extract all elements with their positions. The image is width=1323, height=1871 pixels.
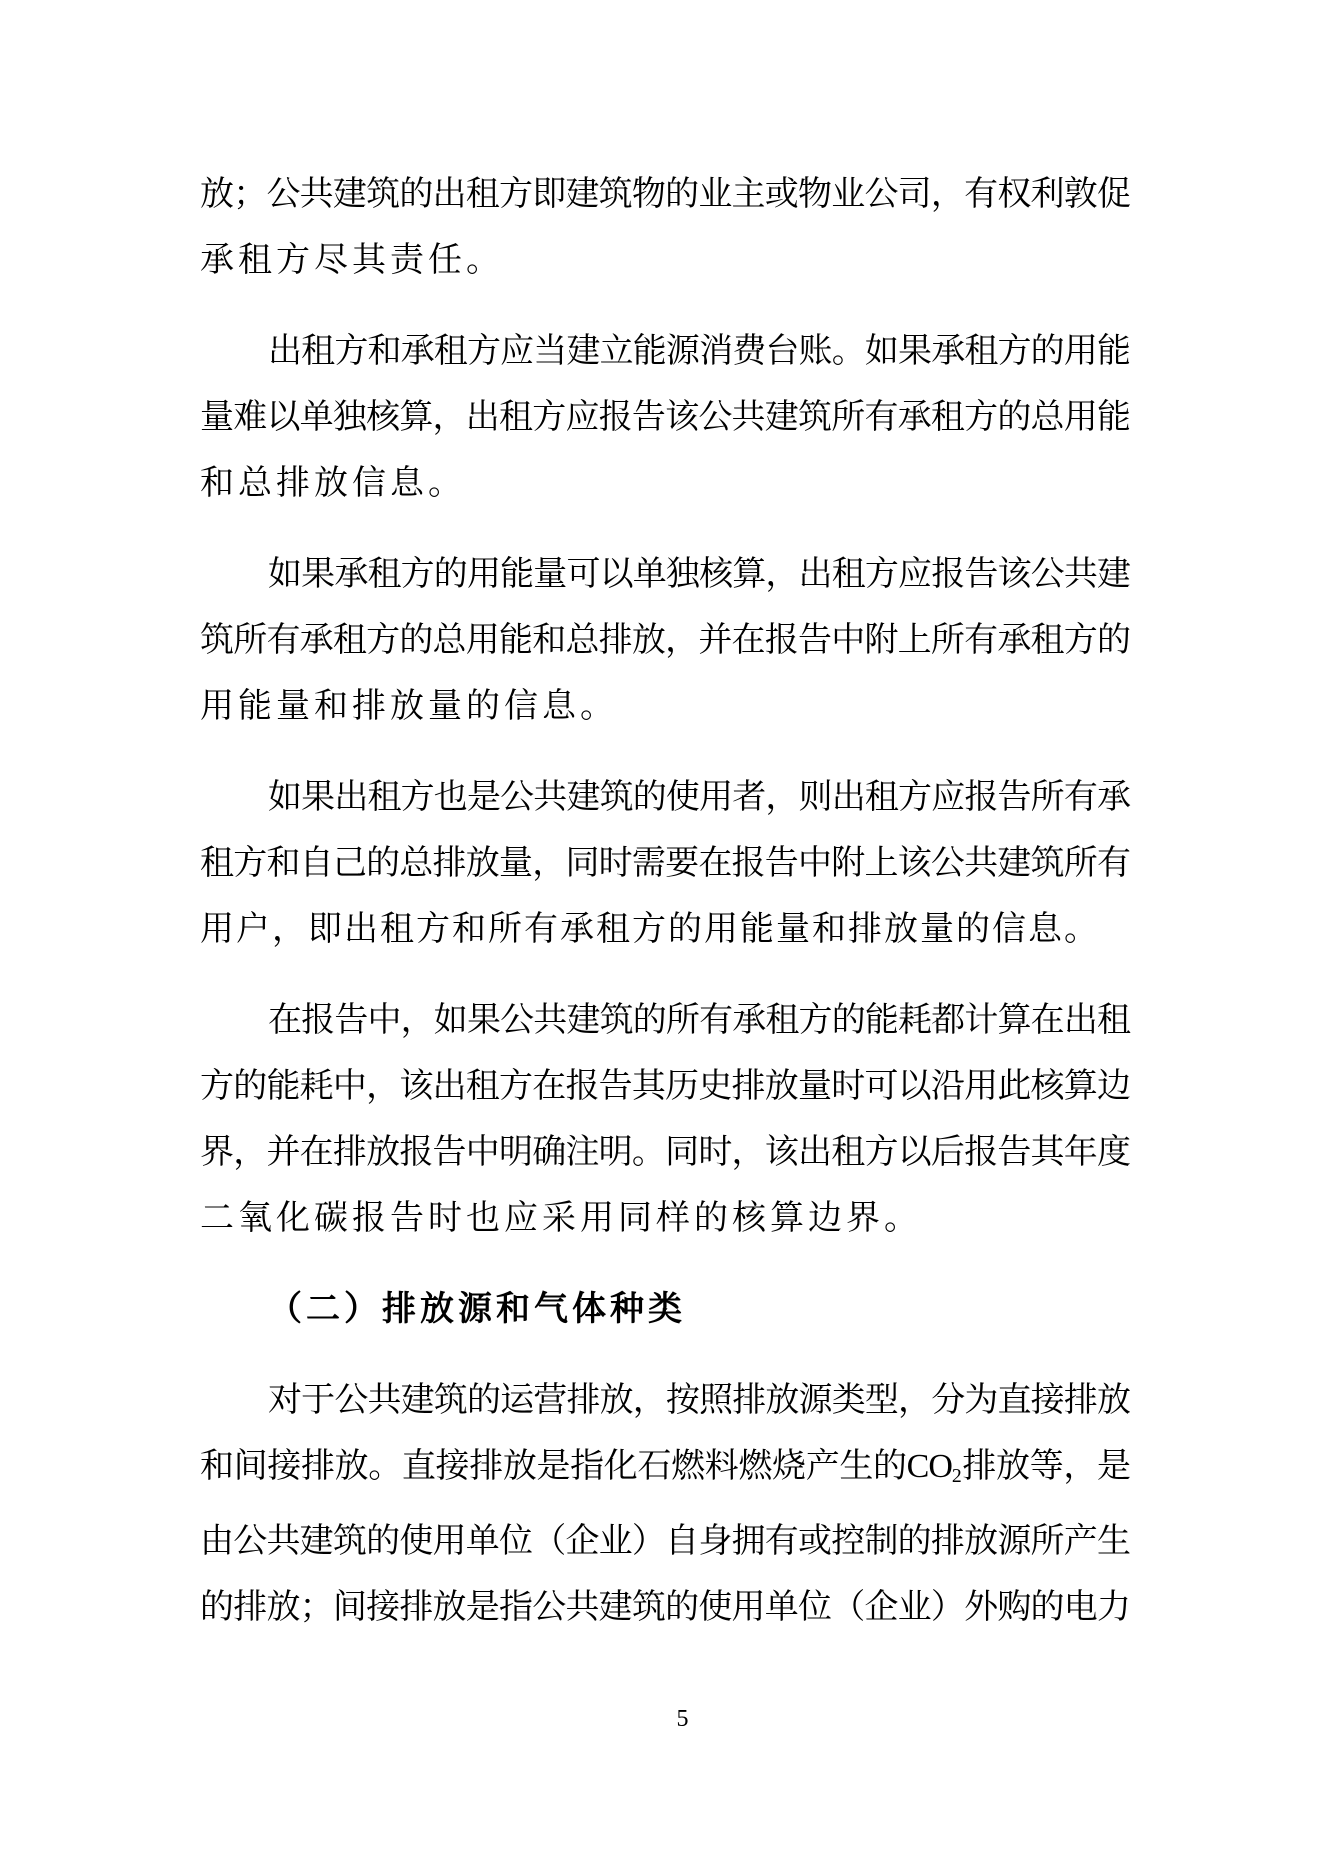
text-line: 承租方尽其责任。	[200, 242, 504, 279]
section-heading-text: （二）排放源和气体种类	[268, 1291, 686, 1328]
text-line: 租方和自己的总排放量，同时需要在报告中附上该公共建筑所有	[200, 845, 1130, 882]
text-line: 筑所有承租方的总用能和总排放，并在报告中附上所有承租方的	[200, 622, 1130, 659]
text-line: 放；公共建筑的出租方即建筑物的业主或物业公司，有权利敦促	[200, 176, 1130, 213]
text-line: 的排放；间接排放是指公共建筑的使用单位（企业）外购的电力	[200, 1588, 1130, 1626]
text-line: 用户，即出租方和所有承租方的用能量和排放量的信息。	[200, 911, 1100, 948]
paragraph	[200, 988, 1130, 1252]
text-segment: 排放等，是	[961, 1448, 1131, 1485]
text-line: 如果出租方也是公共建筑的使用者，则出租方应报告所有承	[268, 779, 1130, 816]
paragraph	[200, 765, 1130, 963]
text-line: 用能量和排放量的信息。	[200, 688, 618, 725]
section-heading	[200, 1277, 1130, 1343]
text-line: 对于公共建筑的运营排放，按照排放源类型，分为直接排放	[268, 1382, 1130, 1419]
page-number: 5	[676, 1706, 689, 1732]
text-line: 出租方和承租方应当建立能源消费台账。如果承租方的用能	[268, 333, 1130, 370]
text-line: 界，并在排放报告中明确注明。同时，该出租方以后报告其年度	[200, 1134, 1130, 1171]
text-line	[200, 1434, 1130, 1509]
paragraph	[200, 319, 1130, 517]
text-line: 在报告中，如果公共建筑的所有承租方的能耗都计算在出租	[268, 1002, 1130, 1039]
text-line: 由公共建筑的使用单位（企业）自身拥有或控制的排放源所产生	[200, 1522, 1130, 1560]
paragraph	[200, 542, 1130, 740]
text-line: 二氧化碳报告时也应采用同样的核算边界。	[200, 1200, 922, 1237]
text-line: 量难以单独核算，出租方应报告该公共建筑所有承租方的总用能	[200, 399, 1130, 436]
text-line: 如果承租方的用能量可以单独核算，出租方应报告该公共建	[268, 556, 1130, 593]
text-segment: 和间接排放。直接排放是指化石燃料燃烧产生的CO	[200, 1448, 952, 1485]
text-line: 方的能耗中，该出租方在报告其历史排放量时可以沿用此核算边	[200, 1068, 1130, 1105]
paragraph	[200, 162, 1130, 294]
co2-subscript: 2	[951, 1464, 962, 1487]
text-line: 和总排放信息。	[200, 465, 466, 502]
paragraph	[200, 1368, 1130, 1641]
